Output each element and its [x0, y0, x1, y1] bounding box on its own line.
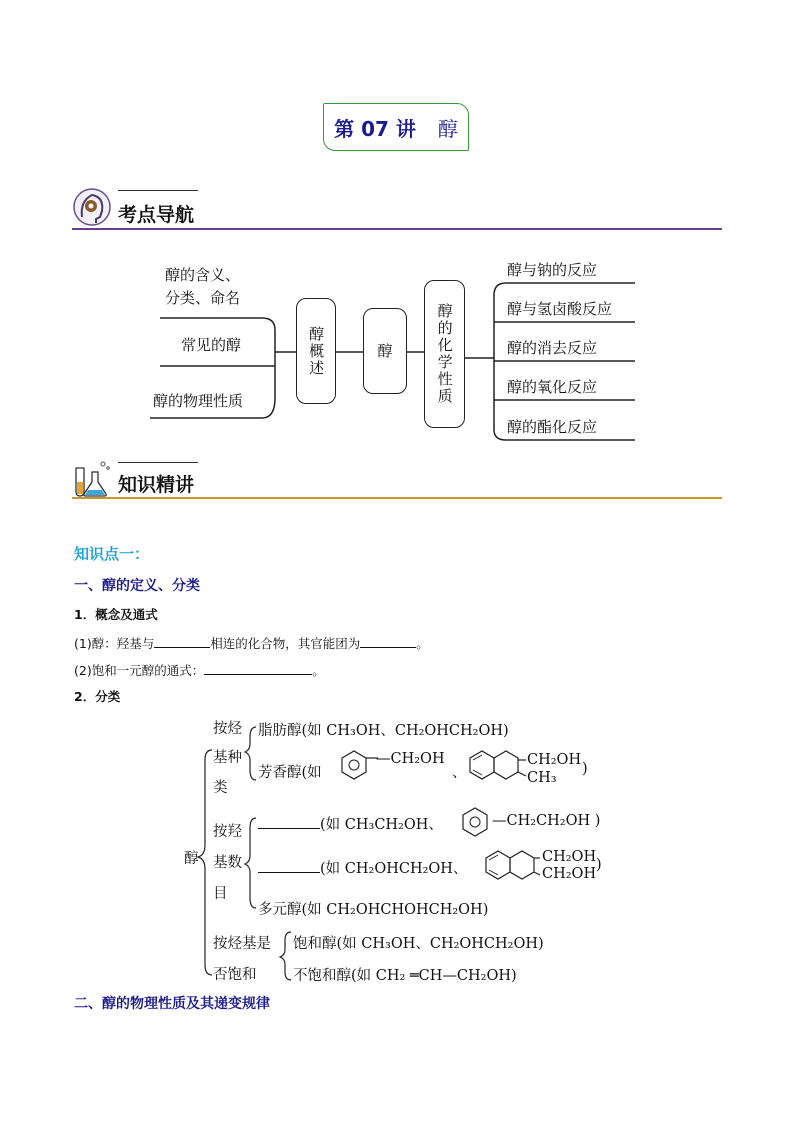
group2-item-2-a: (如 CH₂OHCH₂OH、: [320, 861, 468, 877]
group2-label-3: 目: [213, 886, 228, 902]
section-title-knowledge: 知识精讲: [118, 474, 195, 496]
mindmap-box-chem: 醇的化学性质: [424, 280, 465, 428]
group2-item-1-b: —CH₂CH₂OH ): [492, 813, 601, 829]
aromatic-sep: 、: [452, 765, 467, 781]
group1-label-2: 基种: [213, 750, 242, 766]
group2-item-1: [258, 813, 443, 834]
group2-item-2: [258, 857, 467, 878]
group2-label-1: 按羟: [213, 824, 242, 840]
group2-item-2-b2: CH₂OH: [542, 866, 597, 882]
concept-line-1-c: 。: [416, 636, 429, 651]
concept-line-2-b: 。: [312, 663, 325, 678]
group1-label-3: 类: [213, 780, 228, 796]
aromatic-sub-2a: CH₂OH: [527, 752, 582, 768]
group2-item-1-a: (如 CH₃CH₂OH、: [320, 817, 443, 833]
heading-concept: 1．概念及通式: [74, 607, 158, 622]
group2-label-2: 基数: [213, 855, 242, 871]
mindmap-left-item-2: 常见的醇: [181, 336, 242, 354]
answer-blank[interactable]: [258, 861, 320, 873]
group2-item-2-end: ): [596, 857, 602, 873]
mindmap-right-item-4: 醇的氧化反应: [507, 378, 598, 396]
heading-definition: 一、醇的定义、分类: [74, 578, 200, 594]
concept-line-1-b: 相连的化合物，其官能团为: [210, 636, 361, 651]
mindmap-box-overview: 醇概述: [296, 298, 336, 404]
section-title-nav: 考点导航: [118, 204, 195, 226]
heading-physical: 二、醇的物理性质及其递变规律: [74, 996, 270, 1012]
aromatic-end: ): [582, 761, 588, 777]
answer-blank[interactable]: [258, 817, 320, 829]
concept-line-1-a: (1)醇：羟基与: [74, 636, 155, 651]
group2-item-2-b1: CH₂OH: [542, 849, 597, 865]
group2-item-polyol: 多元醇(如 CH₂OHCHOHCH₂OH): [258, 902, 489, 918]
lecture-topic: 醇: [437, 116, 458, 141]
mindmap-right-item-1: 醇与钠的反应: [507, 261, 598, 279]
aromatic-sub-1: —CH₂OH: [376, 751, 445, 767]
mindmap-left-item-1b: 分类、命名: [165, 289, 241, 307]
mindmap-right-item-3: 醇的消去反应: [507, 339, 598, 357]
mindmap-right-item-2: 醇与氢卤酸反应: [507, 300, 613, 318]
aromatic-sub-2b: CH₃: [527, 770, 557, 786]
group1-label-1: 按烃: [213, 721, 242, 737]
group3-label-2: 否饱和: [213, 967, 257, 983]
heading-classification: 2．分类: [74, 689, 121, 704]
group3-item-unsaturated: 不饱和醇(如 CH₂ ═CH—CH₂OH): [293, 968, 517, 984]
group1-item-aliphatic: 脂肪醇(如 CH₃OH、CH₂OHCH₂OH): [258, 723, 509, 739]
knowledge-point-title: 知识点一：: [74, 545, 150, 563]
mindmap-right-item-5: 醇的酯化反应: [507, 418, 598, 436]
classification-root: 醇: [184, 851, 199, 867]
group3-item-saturated: 饱和醇(如 CH₃OH、CH₂OHCH₂OH): [293, 936, 544, 952]
group3-label-1: 按烃基是: [213, 936, 271, 952]
lecture-number: 第 07 讲: [334, 116, 416, 141]
mindmap-left-item-1a: 醇的含义、: [165, 266, 241, 284]
group1-item-aromatic: 芳香醇(如: [258, 765, 322, 781]
concept-line-2-a: (2)饱和一元醇的通式：: [74, 663, 205, 678]
mindmap-left-item-3: 醇的物理性质: [153, 392, 244, 410]
mindmap-box-center: 醇: [363, 308, 407, 394]
